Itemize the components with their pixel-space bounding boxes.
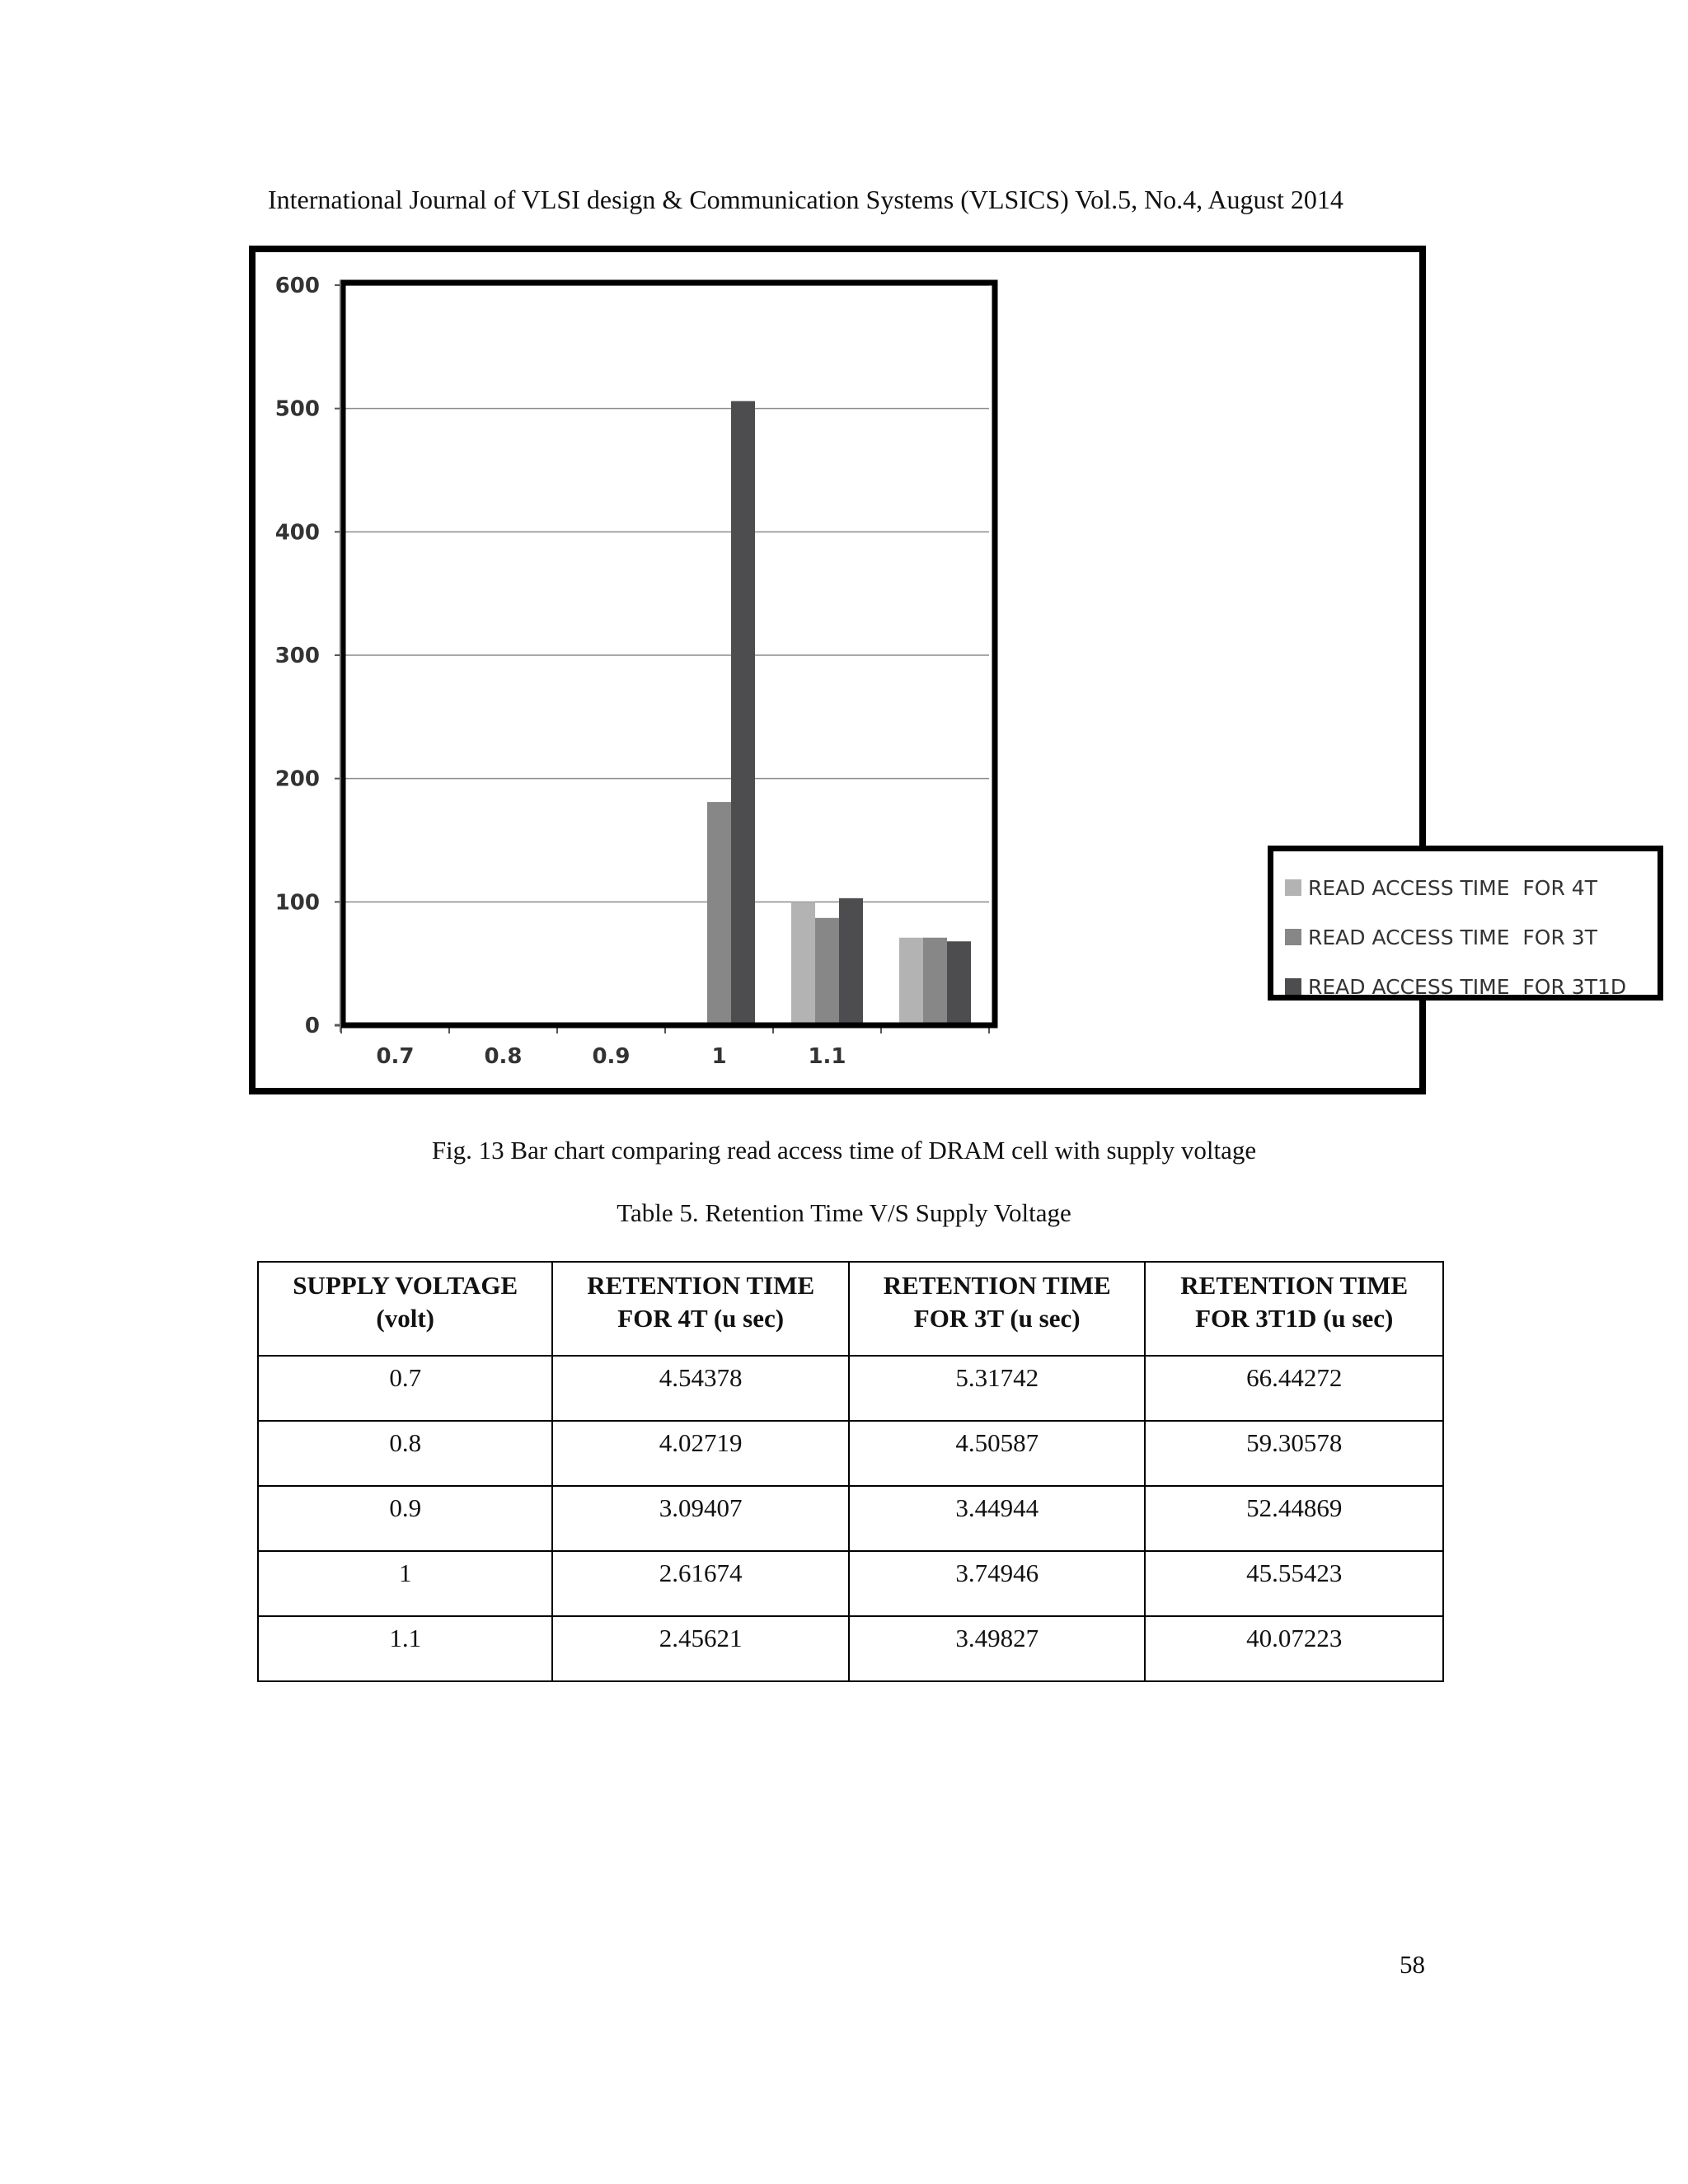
table-cell: 1 (258, 1551, 552, 1616)
y-tick-label: 500 (274, 396, 320, 422)
table-cell: 5.31742 (849, 1356, 1146, 1421)
y-tick-label: 200 (274, 766, 320, 792)
header-line: RETENTION TIME (587, 1271, 815, 1300)
header-retention-4t (552, 1262, 849, 1356)
legend-label-3t1d: READ ACCESS TIME FOR 3T1D (1308, 974, 1627, 999)
header-line: FOR 3T (u sec) (913, 1304, 1081, 1333)
journal-header: International Journal of VLSI design & Communication Systems (VLSICS) Vol.5, No.4, August 2014 (268, 185, 1343, 214)
table-row (258, 1551, 1443, 1616)
chart-legend (1268, 846, 1663, 1001)
x-tick-label: 0.7 (376, 1044, 415, 1069)
x-tick-label: 0.9 (592, 1044, 631, 1069)
header-line: FOR 3T1D (u sec) (1195, 1304, 1394, 1333)
y-tick-label: 300 (274, 644, 320, 668)
table-cell: 0.8 (258, 1421, 552, 1486)
bar--2 (947, 941, 971, 1025)
legend-swatch-4t (1285, 879, 1301, 896)
y-tick-label: 0 (304, 1014, 320, 1038)
table-cell: 52.44869 (1145, 1486, 1443, 1551)
table-header-row (258, 1262, 1443, 1356)
y-tick-label: 400 (274, 520, 320, 546)
table-cell: 0.7 (258, 1356, 552, 1421)
legend-swatch-3t (1285, 929, 1301, 945)
header-line: SUPPLY VOLTAGE (293, 1271, 518, 1300)
bar--0 (899, 938, 923, 1025)
table-cell: 3.44944 (849, 1486, 1146, 1551)
x-tick-label: 1 (711, 1044, 727, 1069)
figure-caption: Fig. 13 Bar chart comparing read access time of DRAM cell with supply voltage (431, 1136, 1257, 1165)
table-cell: 66.44272 (1145, 1356, 1443, 1421)
table-row (258, 1356, 1443, 1421)
legend-label-3t: READ ACCESS TIME FOR 3T (1308, 925, 1597, 949)
bar-1.1-1 (815, 918, 839, 1025)
bar-chart (256, 252, 1419, 1088)
legend-swatch-3t1d (1285, 978, 1301, 995)
legend-item-3t1d (1285, 962, 1658, 1011)
table-cell: 4.50587 (849, 1421, 1146, 1486)
bar--1 (923, 938, 947, 1025)
table-row (258, 1486, 1443, 1551)
legend-item-3t (1285, 912, 1658, 962)
table-cell: 2.45621 (552, 1616, 849, 1681)
header-supply-voltage (258, 1262, 552, 1356)
table-cell: 3.09407 (552, 1486, 849, 1551)
legend-label-4t: READ ACCESS TIME FOR 4T (1308, 875, 1597, 900)
x-tick-label: 0.8 (484, 1044, 523, 1069)
chart-frame (249, 246, 1627, 1094)
header-line: RETENTION TIME (1180, 1271, 1409, 1300)
bar-1.1-0 (791, 902, 815, 1025)
retention-time-table (257, 1261, 1444, 1682)
table-row (258, 1421, 1443, 1486)
table-cell: 2.61674 (552, 1551, 849, 1616)
page-number: 58 (1400, 1950, 1425, 1979)
header-line: FOR 4T (u sec) (617, 1304, 785, 1333)
x-tick-label: 1.1 (808, 1044, 846, 1069)
table-caption: Table 5. Retention Time V/S Supply Voltage (617, 1198, 1071, 1227)
plot-area-border (343, 283, 995, 1025)
legend-item-4t (1285, 863, 1658, 912)
y-tick-label: 100 (274, 890, 320, 916)
bar-1-1 (707, 802, 731, 1025)
header-retention-3t (849, 1262, 1146, 1356)
table-row (258, 1616, 1443, 1681)
bar-1.1-2 (839, 898, 863, 1025)
table-cell: 59.30578 (1145, 1421, 1443, 1486)
bar-1-2 (731, 401, 755, 1025)
table-cell: 45.55423 (1145, 1551, 1443, 1616)
table-cell: 4.54378 (552, 1356, 849, 1421)
header-line: RETENTION TIME (883, 1271, 1111, 1300)
table-cell: 1.1 (258, 1616, 552, 1681)
header-retention-3t1d (1145, 1262, 1443, 1356)
header-line: (volt) (376, 1304, 434, 1333)
table-cell: 0.9 (258, 1486, 552, 1551)
table-cell: 4.02719 (552, 1421, 849, 1486)
y-tick-label: 600 (274, 274, 320, 298)
table-cell: 40.07223 (1145, 1616, 1443, 1681)
table-cell: 3.49827 (849, 1616, 1146, 1681)
table-cell: 3.74946 (849, 1551, 1146, 1616)
